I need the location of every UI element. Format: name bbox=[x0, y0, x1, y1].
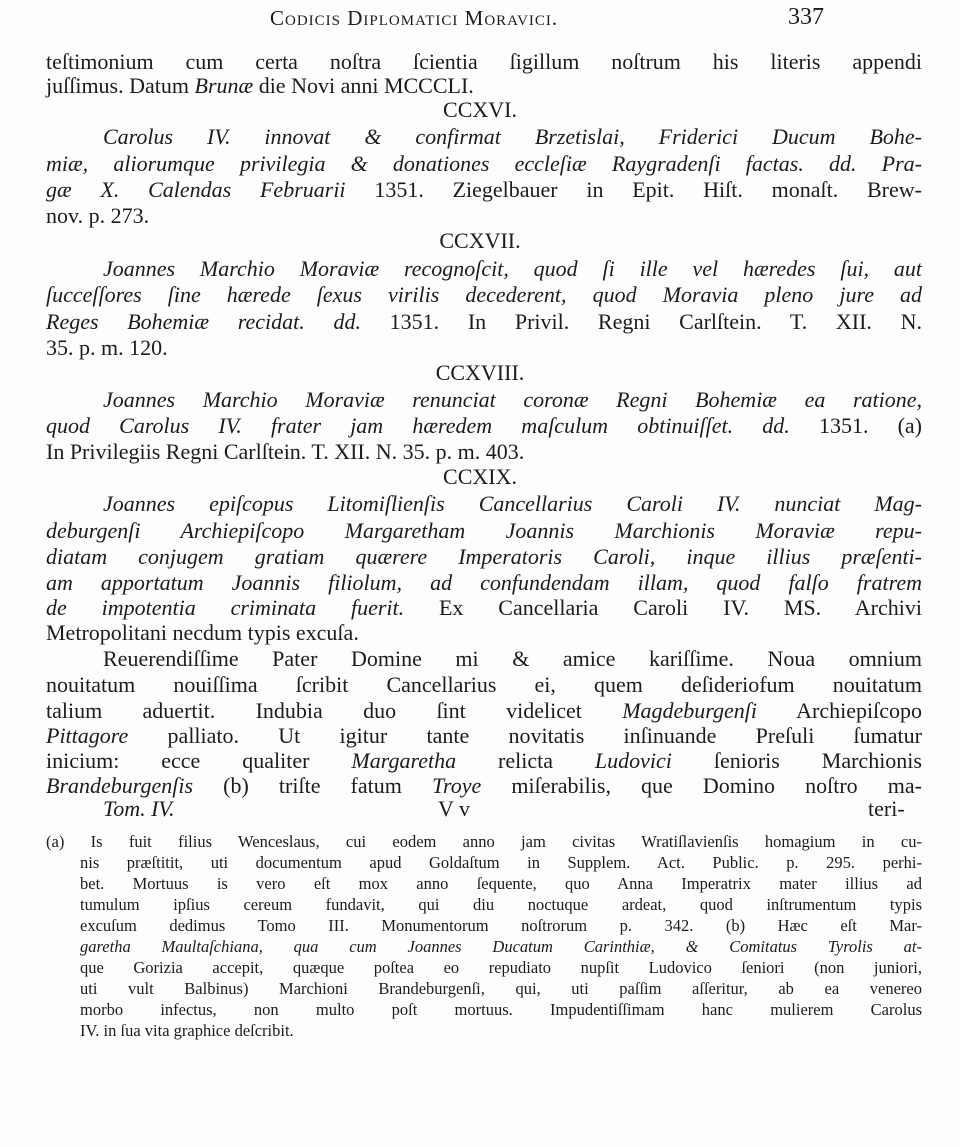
text-span: Ex Cancellaria Caroli IV. MS. Archivi bbox=[404, 595, 922, 620]
page-header bbox=[0, 4, 960, 34]
footnote-line: bet. Mortuus is vero eſt mox anno ſequente, quo Anna Imperatrix mater illius ad bbox=[80, 874, 922, 893]
footnote-line: que Gorizia accepit, quæque poſtea eo repudiato nupſit Ludovico ſeniori (non juniori, bbox=[80, 958, 922, 977]
page-number: 337 bbox=[788, 4, 824, 30]
text-line: deburgenſi Archiepiſcopo Margaretham Joannis Marchionis Moraviæ repu- bbox=[46, 518, 922, 543]
text-span: Reges Bohemiæ recidat. dd. bbox=[46, 309, 390, 334]
text-span: de impotentia criminata fuerit. bbox=[46, 595, 405, 620]
text-line: In Privilegiis Regni Carlſtein. T. XII. N. 35. p. m. 403. bbox=[46, 439, 525, 464]
footnote-line: morbo infectus, non multo poſt mortuus. Impudentiſſimam hanc mulierem Carolus bbox=[80, 1000, 922, 1019]
place-name: Brunæ bbox=[194, 73, 254, 98]
charter-number: CCXVI. bbox=[443, 97, 517, 122]
text-line: 35. p. m. 120. bbox=[46, 335, 168, 360]
text-line: Joannes epiſcopus Litomiſlienſis Cancellarius Caroli IV. nunciat Mag- bbox=[103, 491, 922, 516]
text-span: Pittagore bbox=[46, 723, 129, 748]
text-span: Troye bbox=[431, 773, 482, 798]
text-span: 1351. (a) bbox=[818, 413, 922, 438]
text-span: juſſimus. Datum bbox=[46, 73, 195, 98]
footnote-line: nis præſtitit, uti documentum apud Goldaſtum in Supplem. Act. Public. p. 295. perhi- bbox=[80, 853, 922, 872]
text-line bbox=[46, 309, 922, 335]
footnote-line: uti vult Balbinus) Marchioni Brandeburgenſi, qui, uti paſſim aſſeritur, ab ea venereo bbox=[80, 979, 922, 998]
text-line: Metropolitani necdum typis excuſa. bbox=[46, 620, 359, 645]
text-span: ſenioris Marchionis bbox=[671, 748, 922, 773]
charter-number: CCXVIII. bbox=[435, 360, 525, 385]
text-line bbox=[46, 595, 922, 621]
footnote-line: excuſum dedimus Tomo III. Monumentorum noſtrorum p. 342. (b) Hæc eſt Mar- bbox=[80, 916, 922, 935]
text-line: am apportatum Joannis filiolum, ad confundendam illam, quod falſo fratrem bbox=[46, 570, 922, 595]
text-line: teſtimonium cum certa noſtra ſcientia ſigillum noſtrum his literis appendi bbox=[46, 49, 922, 74]
footnote-line: tumulum ipſius cereum fundavit, qui diu noctuque ardeat, quod inſtrumentum typis bbox=[80, 895, 922, 914]
charter-number: CCXIX. bbox=[443, 464, 517, 489]
footnote-line: IV. in ſua vita graphice deſcribit. bbox=[80, 1021, 294, 1040]
text-span: (b) triſte fatum bbox=[193, 773, 432, 798]
volume-signature: Tom. IV. bbox=[103, 796, 175, 821]
text-line bbox=[46, 177, 922, 203]
text-span: die Novi anni MCCCLI. bbox=[253, 73, 474, 98]
text-span: 1351. Ziegelbauer in Epit. Hiſt. monaſt. Brew- bbox=[374, 177, 922, 202]
text-span: Archiepiſcopo bbox=[757, 698, 922, 723]
text-line: nov. p. 273. bbox=[46, 203, 150, 228]
text-line: ſucceſſores ſine hærede ſexus virilis decederent, quod Moravia pleno jure ad bbox=[46, 282, 922, 307]
text-line: Carolus IV. innovat & confirmat Brzetislai, Friderici Ducum Bohe- bbox=[103, 124, 922, 149]
text-span: palliato. Ut igitur tante novitatis inſinuande Preſuli ſumatur bbox=[128, 723, 922, 748]
letter-line bbox=[46, 773, 922, 799]
text-line: Joannes Marchio Moraviæ renunciat coronæ Regni Bohemiæ ea ratione, bbox=[103, 387, 922, 412]
letter-line bbox=[46, 748, 922, 774]
text-line bbox=[46, 413, 922, 439]
text-line: Joannes Marchio Moraviæ recognoſcit, quod ſi ille vel hæredes ſui, aut bbox=[103, 256, 922, 281]
charter-number: CCXVII. bbox=[439, 228, 521, 253]
text-line: diatam conjugem gratiam quærere Imperatoris Caroli, inque illius præſenti- bbox=[46, 544, 922, 569]
text-span: relicta bbox=[456, 748, 595, 773]
text-span: 1351. In Privil. Regni Carlſtein. T. XII. N. bbox=[389, 309, 923, 334]
text-line bbox=[46, 73, 474, 99]
text-span: Magdeburgenſi bbox=[622, 698, 758, 723]
text-span: gæ X. Calendas Februarii bbox=[46, 177, 375, 202]
gathering-signature: V v bbox=[438, 796, 470, 821]
catchword: teri- bbox=[868, 796, 905, 821]
letter-line bbox=[46, 723, 922, 749]
letter-line bbox=[46, 698, 922, 724]
text-span: talium aduertit. Indubia duo ſint videlicet bbox=[46, 698, 623, 723]
text-span: inicium: ecce qualiter bbox=[46, 748, 352, 773]
text-span: Ludovici bbox=[594, 748, 672, 773]
footnote-line: garetha Maultaſchiana, qua cum Joannes Ducatum Carinthiæ, & Comitatus Tyrolis at- bbox=[80, 937, 922, 956]
running-head: Codicis Diplomatici Moravici. bbox=[270, 6, 559, 30]
text-span: Margaretha bbox=[351, 748, 457, 773]
text-span: Brandeburgenſis bbox=[46, 773, 194, 798]
letter-line: nouitatum nouiſſima ſcribit Cancellarius ei, quem deſideriofum nouitatum bbox=[46, 672, 922, 697]
text-span: miſerabilis, que Domino noſtro ma- bbox=[481, 773, 922, 798]
footnote-line: (a) Is fuit filius Wenceslaus, cui eodem anno jam civitas Wratiſlavienſis homagium in cu- bbox=[46, 832, 922, 851]
text-line: miæ, aliorumque privilegia & donationes eccleſiæ Raygradenſi factas. dd. Pra- bbox=[46, 151, 922, 176]
letter-line: Reuerendiſſime Pater Domine mi & amice kariſſime. Noua omnium bbox=[103, 646, 922, 671]
text-span: quod Carolus IV. frater jam hæredem maſculum obtinuiſſet. dd. bbox=[46, 413, 819, 438]
